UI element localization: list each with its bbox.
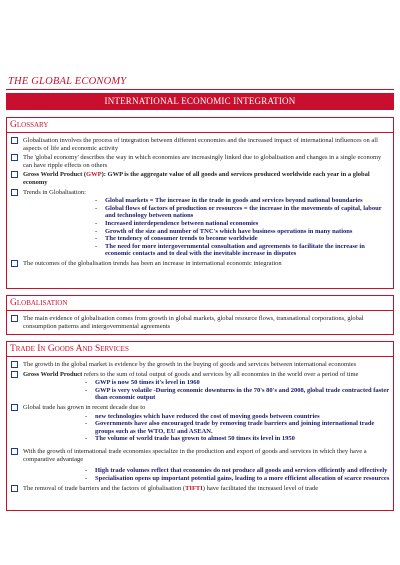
- glossary-item: The outcomes of the globalisation trends has been an increase in international economic integration: [9, 260, 391, 268]
- checkbox[interactable]: [11, 154, 18, 161]
- trend-point: - Growth of the size and number of TNC's which have business operations in many nations: [95, 228, 391, 236]
- checkbox[interactable]: [11, 260, 18, 267]
- checkbox[interactable]: [11, 361, 18, 368]
- tifti-tag: TIFTI: [185, 485, 203, 493]
- document-title: THE GLOBAL ECONOMY: [8, 76, 127, 87]
- gwp-point: - GWP is very volatile -During economic downturns in the 70's 80's and 2008, global trade contracted faster than economic output: [85, 387, 391, 402]
- trends-list: [23, 197, 391, 258]
- checkbox[interactable]: [11, 137, 18, 144]
- checkbox[interactable]: [11, 404, 18, 411]
- glossary-item-gwp: Gross World Product (GWP): GWP is the aggregate value of all goods and services produced worldwide each year in a global economy: [9, 171, 391, 186]
- title-divider: [6, 89, 394, 90]
- glossary-section: [6, 117, 394, 289]
- glossary-item-trends: Trends in Globalisation: - Global markets = The increase in the trade in goods and services beyond national boundaries - Global flows of factors of production or resources = the increase in the movements of capital, labour and technology between nations - Increased interdependence between national economies - Growth of the size and number of TNC's which have business operations in many nations - The tendency of consumer trends to become worldwide - The need for more intergovernmental consultation and agreements to facilitate the increase in economic contacts and to deal with the inevitable increase in disputes: [9, 189, 391, 258]
- gwp-point: - GWP is now 50 times it's level in 1960: [85, 379, 391, 387]
- checkbox[interactable]: [11, 315, 18, 322]
- checkbox[interactable]: [11, 171, 18, 178]
- global-trade-point: - Governments have also encouraged trade by removing trade barriers and joining international trade groups such as the WTO, EU and ASEAN.: [85, 420, 391, 435]
- checkbox[interactable]: [11, 189, 18, 196]
- global-trade-point: - new technologies which have reduced the cost of moving goods between countries: [85, 413, 391, 421]
- trend-point: - Global markets = The increase in the trade in goods and services beyond national boundaries: [95, 197, 391, 205]
- global-trade-point: - The volume of world trade has grown to almost 50 times its level in 1950: [85, 435, 391, 443]
- gwp-tag: GWP: [86, 171, 102, 179]
- trend-point: - The need for more intergovernmental consultation and agreements to facilitate the increase in economic contacts and to deal with the inevitable increase in disputes: [95, 243, 391, 258]
- trend-point: - The tendency of consumer trends to become worldwide: [95, 235, 391, 243]
- globalisation-item: The main evidence of globalisation comes from growth in global markets, global resource flows, transnational corporations, global consumption patterns and intergovernmental agreements: [9, 315, 391, 330]
- trade-item-spec: With the growth of international trade economies specialize in the production and export of goods and services in which they have a comparative advantage - High trade volumes reflect that economies do not produce all goods and services efficiently and effectively - Specialisation opens up important potential gains, leading to a more efficient allocation of scarce resources: [9, 448, 391, 482]
- section-banner: INTERNATIONAL ECONOMIC INTEGRATION: [6, 93, 394, 110]
- spec-points-list: [23, 467, 391, 482]
- glossary-heading: Glossary: [7, 118, 393, 133]
- trade-item: The growth in the global market is evidence by the growth in the buying of goods and services between international economies: [9, 361, 391, 369]
- checkbox[interactable]: [11, 371, 18, 378]
- checkbox[interactable]: [11, 485, 18, 492]
- spec-point: - High trade volumes reflect that economies do not produce all goods and services efficiently and effectively: [85, 467, 391, 475]
- global-trade-list: [23, 413, 391, 443]
- spec-point: - Specialisation opens up important potential gains, leading to a more efficient allocation of scarce resources: [85, 475, 391, 483]
- trade-item-global: Global trade has grown in recent decade due to - new technologies which have reduced the cost of moving goods between countries - Governments have also encouraged trade by removing trade barriers and joining international trade groups such as the WTO, EU and ASEAN. - The volume of world trade has grown to almost 50 times its level in 1950: [9, 404, 391, 443]
- globalisation-heading: Globalisation: [7, 296, 393, 311]
- glossary-item: Globalisation involves the process of integration between different economies and the increased impact of international influences on all aspects of life and economic activity: [9, 137, 391, 152]
- gwp-points-list: [23, 379, 391, 402]
- trade-item-removal: The removal of trade barriers and the factors of globalisation (TIFTI) have facilitated the increased level of trade: [9, 485, 391, 493]
- trade-item-gwp: Gross World Product refers to the sum of total output of goods and services by all economies in the world over a period of time - GWP is now 50 times it's level in 1960 - GWP is very volatile -During economic downturns in the 70's 80's and 2008, global trade contracted faster than economic output: [9, 371, 391, 402]
- globalisation-section: [6, 295, 394, 335]
- glossary-item: The 'global economy' describes the way in which economies are increasingly linked due to globalisation and changes in a single economy can have ripple effects on others: [9, 154, 391, 169]
- checkbox[interactable]: [11, 448, 18, 455]
- trade-heading: Trade In Goods And Services: [7, 342, 393, 357]
- trend-point: - Increased interdependence between national economies: [95, 220, 391, 228]
- trade-section: [6, 341, 394, 511]
- trend-point: - Global flows of factors of production or resources = the increase in the movements of capital, labour and technology between nations: [95, 205, 391, 220]
